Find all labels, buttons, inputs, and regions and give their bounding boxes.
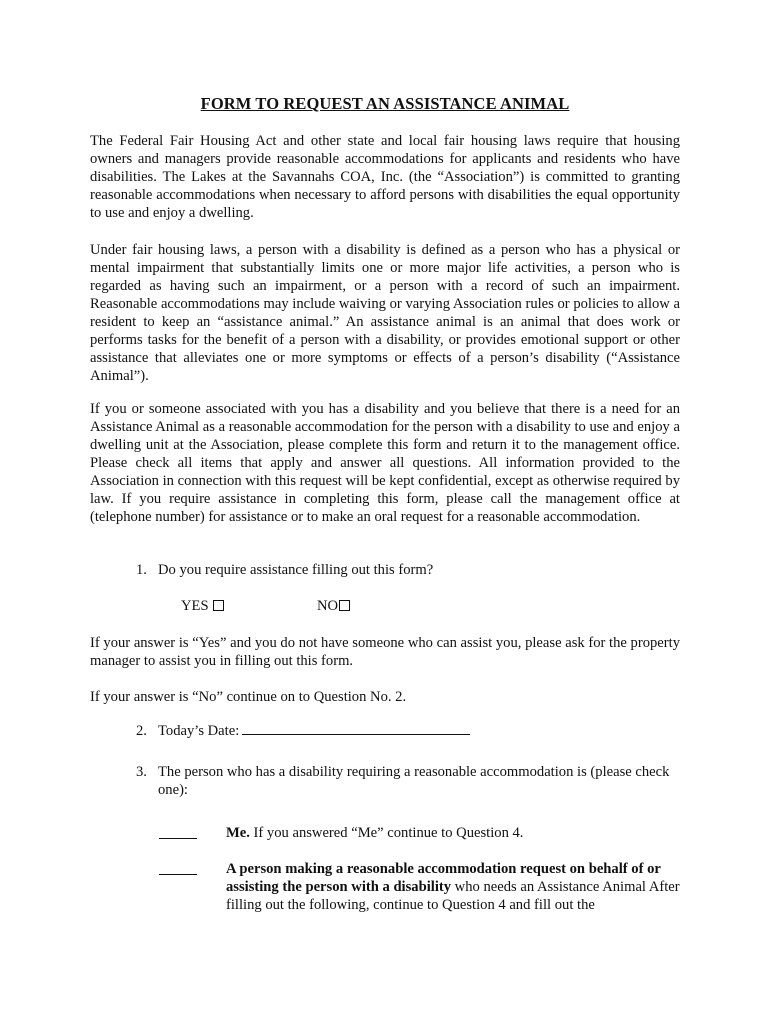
no-label: NO [317,598,339,614]
yes-checkbox[interactable] [213,600,224,611]
option-me-check-line[interactable] [159,838,197,839]
yes-answer-paragraph: If your answer is “Yes” and you do not have someone who can assist you, please ask for the property manager to assist you in filling out this form. [90,635,680,669]
no-checkbox[interactable] [339,600,350,611]
no-answer-paragraph: If your answer is “No” continue on to Question No. 2. [90,689,407,705]
question-text: Do you require assistance filling out this form? [158,562,434,578]
option-other-check-line[interactable] [159,874,197,875]
no-option [317,597,350,615]
instructions-paragraph: If you or someone associated with you has a disability and you believe that there is a need for an Assistance Animal as a reasonable accommodation for the person with a disability to use and enjoy a dwelling unit at the Association, please complete this form and return it to the management office. Please check all items that apply and answer all questions. All information provided to the Association in connection with this request will be kept confidential, except as otherwise required by law. If you require assistance in completing this form, please call the management office at (telephone number) for assistance or to make an oral request for a reasonable accommodation. [90,401,680,525]
question-number: 3. [136,764,147,780]
option-other-bold: A person making a reasonable accommodation request on behalf of or assisting the person with a disability [226,861,661,895]
yes-label: YES [181,598,209,614]
intro-paragraph: The Federal Fair Housing Act and other state and local fair housing laws require that housing owners and managers provide reasonable accommodations for applicants and residents who have disabilities. The Lakes at the Savannahs COA, Inc. (the “Association”) is committed to granting reasonable accommodations when necessary to afford persons with disabilities the equal opportunity to use and enjoy a dwelling. [90,133,680,221]
disability-definition-paragraph: Under fair housing laws, a person with a disability is defined as a person who has a physical or mental impairment that substantially limits one or more major life activities, a person who is regarded as having such an impairment, or a person with a record of such an impairment. Reasonable accommodations may include waiving or varying Association rules or policies to allow a resident to keep an “assistance animal.” An assistance animal is an animal that does work or performs tasks for the benefit of a person with a disability, or provides emotional support or other assistance that alleviates one or more symptoms or effects of a person’s disability (“Assistance Animal”). [90,242,680,384]
todays-date-label: Today’s Date: [158,723,240,739]
question-number: 2. [136,723,147,739]
question-text: The person who has a disability requiring a reasonable accommodation is (please check one): [158,764,670,798]
question-number: 1. [136,562,147,578]
document-title: FORM TO REQUEST AN ASSISTANCE ANIMAL [200,94,570,113]
option-other-text [226,860,682,914]
option-me-rest: If you answered “Me” continue to Question 4. [249,825,524,841]
todays-date-field[interactable] [242,722,470,735]
option-other-rest: who needs an Assistance Animal After filling out the following, continue to Question 4 and fill out the [226,879,680,913]
yes-option [181,597,224,615]
option-me-bold: Me. [226,825,250,841]
option-me-text [226,824,682,842]
question-text [158,722,682,740]
